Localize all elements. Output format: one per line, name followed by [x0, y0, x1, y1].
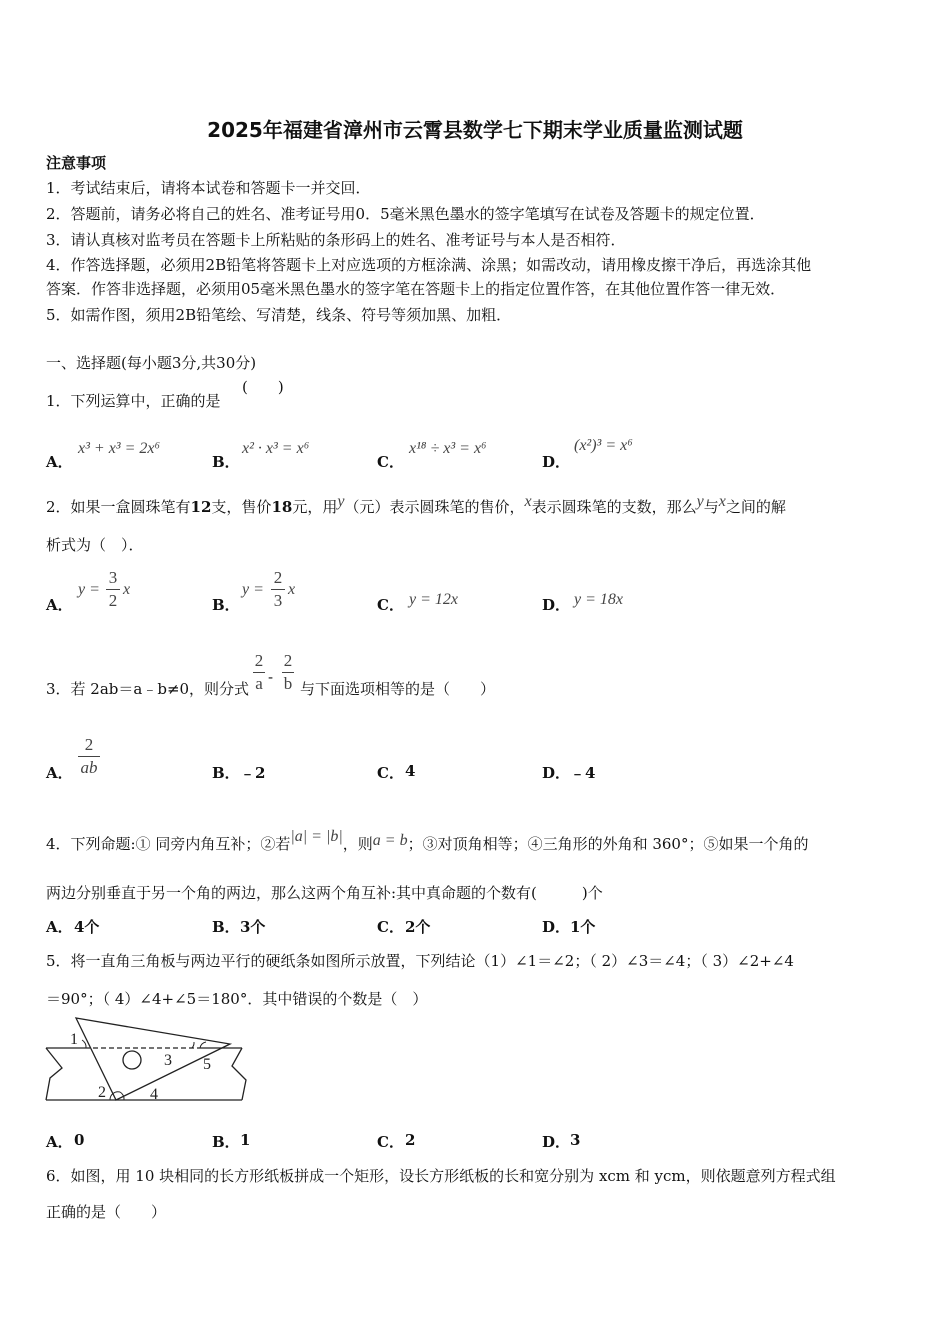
minus-sign: - [268, 668, 274, 686]
triangle-ruler-figure [40, 1012, 250, 1108]
q5-option-a-text: 0 [74, 1131, 85, 1149]
q5-option-a-label: A． [46, 1133, 73, 1151]
strip-right-tear [232, 1048, 246, 1100]
question-3-stem-end: 与下面选项相等的是（ ） [300, 680, 496, 698]
angle-3-arc [192, 1042, 194, 1048]
fraction-denominator: b [283, 674, 293, 693]
q3-option-b-text: ﹣2 [240, 764, 266, 782]
fraction-denominator: ab [80, 758, 98, 777]
angle-label: 2 [98, 1084, 106, 1101]
q2-var-x: x [524, 493, 532, 510]
q2-stem-part: 与 [703, 498, 719, 516]
fraction-denominator: a [255, 674, 263, 693]
q2-option-c-label: C． [377, 596, 404, 614]
q2-stem-part: 2．如果一盒圆珠笔有 [46, 498, 191, 516]
q2-option-a-post: x [123, 581, 131, 598]
q4-eq-expr: a = b [372, 832, 408, 849]
angle-1-arc [82, 1040, 86, 1048]
fraction-numerator: 2 [273, 568, 283, 587]
angle-label: 5 [203, 1056, 211, 1073]
q2-var-x: x [718, 493, 726, 510]
question-4-line-1 [46, 828, 809, 854]
fraction-denominator: 2 [108, 591, 118, 610]
strip-left-tear [46, 1048, 62, 1100]
section-heading: 一、选择题(每小题3分,共30分) [46, 354, 257, 372]
notice-heading: 注意事项 [46, 154, 107, 172]
q4-option-c-label: C． [377, 918, 404, 936]
angle-5-arc [200, 1042, 206, 1048]
q2-stem-part: 支，售价 [211, 498, 272, 516]
q2-stem-part: 之间的解 [725, 498, 786, 516]
q1-option-a-label: A． [46, 453, 73, 471]
angle-4-arc [120, 1092, 124, 1100]
q4-stem-part: 4．下列命题:① 同旁内角互补；②若 [46, 835, 291, 853]
fraction-numerator: 3 [108, 568, 118, 587]
q4-abs-expr: |a| = |b| [290, 828, 343, 845]
angle-label: 4 [150, 1086, 158, 1103]
answer-paren: ( ) [242, 378, 284, 396]
question-2-line-1 [46, 493, 786, 517]
angle-label: 3 [164, 1052, 172, 1069]
question-5-line-1: 5．将一直角三角板与两边平行的硬纸条如图所示放置，下列结论（1）∠1＝∠2；（ 2）∠3＝∠4；（ 3）∠2+∠4 [46, 952, 794, 970]
q5-option-d-text: 3 [570, 1131, 581, 1149]
q2-number-18: 18 [271, 498, 293, 516]
q1-option-b-label: B． [212, 453, 240, 471]
q1-option-d-expr: (x²)³ = x⁶ [574, 437, 633, 454]
question-6-line-2: 正确的是（ ） [46, 1203, 167, 1221]
q1-option-c-label: C． [377, 453, 404, 471]
fraction-numerator: 2 [84, 735, 94, 754]
q2-option-b-pre: y = [242, 581, 264, 598]
q2-stem-part: 表示圆珠笔的支数，那么 [531, 498, 697, 516]
q4-option-d-label: D． [542, 918, 571, 936]
q4-option-b-text: 3个 [240, 918, 266, 936]
q4-stem-part: ；③对顶角相等；④三角形的外角和 360°；⑤如果一个角的 [407, 835, 809, 853]
question-4-line-2: 两边分别垂直于另一个角的两边，那么这两个角互补:其中真命题的个数有( )个 [46, 884, 603, 902]
q4-option-b-label: B． [212, 918, 240, 936]
notice-item: 4．作答选择题，必须用2B铅笔将答题卡上对应选项的方框涂满、涂黑；如需改动，请用橡皮擦干净后，再选涂其他 [46, 256, 812, 274]
angle-label: 1 [70, 1031, 78, 1048]
q2-option-b-post: x [288, 581, 296, 598]
fraction-denominator: 3 [273, 591, 283, 610]
q5-option-d-label: D． [542, 1133, 571, 1151]
q2-option-c-expr: y = 12x [409, 591, 458, 608]
q4-option-c-text: 2个 [405, 918, 431, 936]
q5-option-b-label: B． [212, 1133, 240, 1151]
q3-option-d-label: D． [542, 764, 571, 782]
notice-item: 5．如需作图，须用2B铅笔绘、写清楚，线条、符号等须加黑、加粗． [46, 306, 512, 324]
notice-item: 答案．作答非选择题，必须用05毫米黑色墨水的签字笔在答题卡上的指定位置作答，在其他位置作答一律无效． [46, 280, 786, 298]
q2-option-b-fraction [271, 568, 285, 611]
question-1-stem: 1．下列运算中，正确的是 [46, 392, 221, 410]
question-6-line-1: 6．如图，用 10 块相同的长方形纸板拼成一个矩形，设长方形纸板的长和宽分别为 xcm 和 ycm，则依题意列方程式组 [46, 1167, 836, 1185]
q3-option-a-label: A． [46, 764, 73, 782]
fraction-numerator: 2 [283, 651, 293, 670]
q2-option-d-expr: y = 18x [574, 591, 623, 608]
notice-item: 3．请认真核对监考员在答题卡上所粘贴的条形码上的姓名、准考证号与本人是否相符． [46, 231, 626, 249]
fraction-numerator: 2 [254, 651, 264, 670]
q5-option-b-text: 1 [240, 1131, 251, 1149]
q4-option-a-label: A． [46, 918, 73, 936]
notice-item: 2．答题前，请务必将自己的姓名、准考证号用0．5毫米黑色墨水的签字笔填写在试卷及答题卡的规定位置． [46, 205, 765, 223]
q1-option-d-label: D． [542, 453, 571, 471]
q4-stem-part: ，则 [342, 835, 373, 853]
q5-option-c-text: 2 [405, 1131, 416, 1149]
q3-option-d-text: ﹣4 [570, 764, 596, 782]
q2-stem-part: （元）表示圆珠笔的售价， [344, 498, 525, 516]
q2-var-y: y [337, 493, 345, 510]
q2-option-a-pre: y = [78, 581, 100, 598]
q3-fraction-2-over-a [253, 651, 265, 694]
q2-var-y: y [696, 493, 704, 510]
notice-item: 1．考试结束后，请将本试卷和答题卡一并交回． [46, 179, 371, 197]
q2-option-a-fraction [106, 568, 120, 611]
q2-stem-part: 元，用 [292, 498, 338, 516]
q1-option-a-expr: x³ + x³ = 2x⁶ [78, 440, 161, 457]
q3-option-c-label: C． [377, 764, 404, 782]
q3-option-a-fraction [78, 735, 100, 778]
page-title: 2025年福建省漳州市云霄县数学七下期末学业质量监测试题 [207, 118, 743, 142]
triangle-hole [123, 1051, 141, 1069]
q2-option-b-label: B． [212, 596, 240, 614]
question-3-stem: 3．若 2ab＝a﹣b≠0，则分式 [46, 680, 250, 698]
q2-option-a-label: A． [46, 596, 73, 614]
question-2-line-2: 析式为（ ）． [46, 536, 144, 554]
q2-number-12: 12 [190, 498, 212, 516]
q3-fraction-2-over-b [282, 651, 294, 694]
q3-option-c-text: 4 [405, 762, 416, 780]
q5-option-c-label: C． [377, 1133, 404, 1151]
q1-option-b-expr: x² · x³ = x⁶ [242, 440, 310, 457]
question-5-line-2: ＝90°；（ 4）∠4+∠5＝180°．其中错误的个数是（ ） [46, 990, 428, 1008]
q4-option-d-text: 1个 [570, 918, 596, 936]
q1-option-c-expr: x¹⁸ ÷ x³ = x⁶ [409, 440, 487, 457]
q3-option-b-label: B． [212, 764, 240, 782]
q2-option-d-label: D． [542, 596, 571, 614]
q4-option-a-text: 4个 [74, 918, 100, 936]
